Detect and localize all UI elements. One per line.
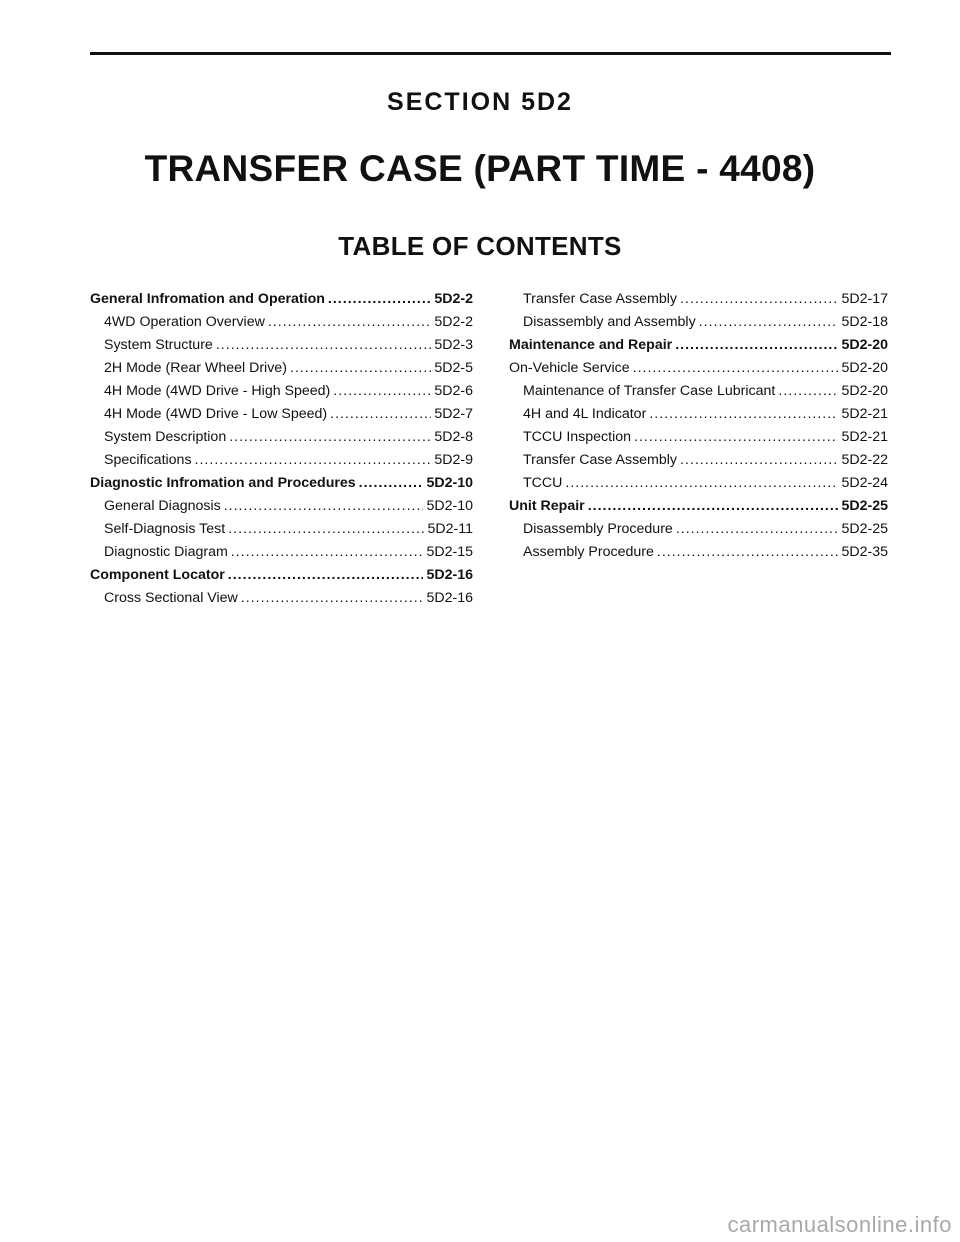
toc-entry[interactable] — [90, 314, 473, 337]
dot-leader — [680, 452, 838, 468]
toc-entry[interactable] — [90, 590, 473, 613]
toc-entry-label: General Infromation and Operation — [90, 291, 325, 307]
toc-entry-page: 5D2-8 — [434, 429, 473, 445]
toc-entry-page: 5D2-18 — [841, 314, 888, 330]
toc-heading: TABLE OF CONTENTS — [338, 231, 622, 261]
toc-entry-page: 5D2-2 — [434, 291, 473, 307]
toc-entry[interactable] — [90, 452, 473, 475]
toc-entry[interactable] — [509, 383, 888, 406]
toc-entry-label: Diagnostic Diagram — [104, 544, 228, 560]
toc-entry[interactable] — [90, 521, 473, 544]
toc-entry-label: General Diagnosis — [104, 498, 221, 514]
dot-leader — [268, 314, 432, 330]
toc-entry-page: 5D2-21 — [841, 429, 888, 445]
toc-entry-label: Disassembly Procedure — [523, 521, 673, 537]
dot-leader — [333, 383, 431, 399]
toc-entry-label: TCCU Inspection — [523, 429, 632, 445]
toc-entry-label: 4WD Operation Overview — [104, 314, 265, 330]
toc-entry-page: 5D2-5 — [434, 360, 473, 376]
toc-entry[interactable] — [509, 337, 888, 360]
toc-entry-label: Component Locator — [90, 567, 225, 583]
dot-leader — [328, 291, 431, 307]
section-heading: SECTION 5D2 — [387, 88, 573, 116]
dot-leader — [634, 429, 838, 445]
toc-entry-page: 5D2-25 — [841, 521, 888, 537]
dot-leader — [675, 337, 838, 353]
toc-entry[interactable] — [90, 383, 473, 406]
toc-entry-label: TCCU — [523, 475, 563, 491]
toc-entry-page: 5D2-15 — [426, 544, 473, 560]
toc-entry-label: Cross Sectional View — [104, 590, 238, 606]
toc-entry-page: 5D2-10 — [426, 475, 473, 491]
toc-entry-page: 5D2-17 — [841, 291, 888, 307]
toc-entry[interactable] — [509, 521, 888, 544]
toc-entry[interactable] — [509, 544, 888, 567]
dot-leader — [680, 291, 838, 307]
toc-entry-page: 5D2-21 — [841, 406, 888, 422]
toc-entry-page: 5D2-2 — [434, 314, 473, 330]
page-title: TRANSFER CASE (PART TIME - 4408) — [144, 148, 816, 189]
toc-entry-page: 5D2-20 — [841, 360, 888, 376]
toc-entry[interactable] — [509, 314, 888, 337]
toc-entry-label: Maintenance and Repair — [509, 337, 673, 353]
watermark: carmanualsonline.info — [727, 1212, 952, 1237]
toc-entry-label: System Description — [104, 429, 227, 445]
toc-entry-label: Specifications — [104, 452, 192, 468]
toc-entry[interactable] — [90, 291, 473, 314]
dot-leader — [224, 498, 424, 514]
toc-entry[interactable] — [90, 498, 473, 521]
toc-entry[interactable] — [509, 475, 888, 498]
dot-leader — [216, 337, 432, 353]
toc-entry[interactable] — [90, 429, 473, 452]
toc-entry[interactable] — [509, 498, 888, 521]
dot-leader — [195, 452, 432, 468]
dot-leader — [778, 383, 838, 399]
toc-entry-page: 5D2-35 — [841, 544, 888, 560]
toc-entry-page: 5D2-10 — [426, 498, 473, 514]
toc-entry[interactable] — [90, 567, 473, 590]
toc-entry-label: On-Vehicle Service — [509, 360, 630, 376]
toc-entry-label: Assembly Procedure — [523, 544, 654, 560]
toc-entry-label: Transfer Case Assembly — [523, 452, 678, 468]
toc-entry-page: 5D2-20 — [841, 337, 888, 353]
toc-column-right — [509, 291, 888, 567]
dot-leader — [633, 360, 839, 376]
toc-entry-label: 4H Mode (4WD Drive - High Speed) — [104, 383, 331, 399]
toc-entry-label: 4H and 4L Indicator — [523, 406, 647, 422]
dot-leader — [330, 406, 431, 422]
dot-leader — [231, 544, 424, 560]
toc-entry-page: 5D2-11 — [427, 521, 473, 537]
toc-entry[interactable] — [509, 291, 888, 314]
toc-entry-label: Maintenance of Transfer Case Lubricant — [523, 383, 776, 399]
dot-leader — [699, 314, 839, 330]
top-rule — [90, 52, 891, 55]
toc-entry[interactable] — [90, 406, 473, 429]
toc-entry[interactable] — [509, 360, 888, 383]
toc-entry-label: Transfer Case Assembly — [523, 291, 678, 307]
toc-entry[interactable] — [90, 337, 473, 360]
dot-leader — [228, 521, 424, 537]
toc-entry-page: 5D2-9 — [434, 452, 473, 468]
toc-entry-page: 5D2-16 — [426, 590, 473, 606]
toc-entry[interactable] — [509, 406, 888, 429]
toc-entry[interactable] — [509, 429, 888, 452]
dot-leader — [565, 475, 838, 491]
toc-entry[interactable] — [90, 360, 473, 383]
toc-entry-page: 5D2-24 — [841, 475, 888, 491]
dot-leader — [676, 521, 839, 537]
dot-leader — [229, 429, 431, 445]
toc-entry-page: 5D2-22 — [841, 452, 888, 468]
toc-column-left — [90, 291, 473, 613]
dot-leader — [657, 544, 839, 560]
dot-leader — [649, 406, 838, 422]
toc-entry-label: Diagnostic Infromation and Procedures — [90, 475, 356, 491]
toc-entry[interactable] — [90, 475, 473, 498]
dot-leader — [588, 498, 839, 514]
toc-entry-page: 5D2-16 — [426, 567, 473, 583]
toc-entry-label: 2H Mode (Rear Wheel Drive) — [104, 360, 287, 376]
toc-entry-page: 5D2-20 — [841, 383, 888, 399]
toc-entry[interactable] — [509, 452, 888, 475]
toc-entry-label: 4H Mode (4WD Drive - Low Speed) — [104, 406, 328, 422]
dot-leader — [290, 360, 431, 376]
toc-entry-page: 5D2-25 — [841, 498, 888, 514]
toc-entry-label: Unit Repair — [509, 498, 585, 514]
toc-entry-label: Disassembly and Assembly — [523, 314, 696, 330]
toc-entry-page: 5D2-6 — [434, 383, 473, 399]
toc-entry-page: 5D2-3 — [434, 337, 473, 353]
toc-entry-label: Self-Diagnosis Test — [104, 521, 226, 537]
dot-leader — [228, 567, 424, 583]
toc-entry-label: System Structure — [104, 337, 213, 353]
toc-entry-page: 5D2-7 — [434, 406, 473, 422]
dot-leader — [359, 475, 424, 491]
toc-entry[interactable] — [90, 544, 473, 567]
dot-leader — [241, 590, 424, 606]
